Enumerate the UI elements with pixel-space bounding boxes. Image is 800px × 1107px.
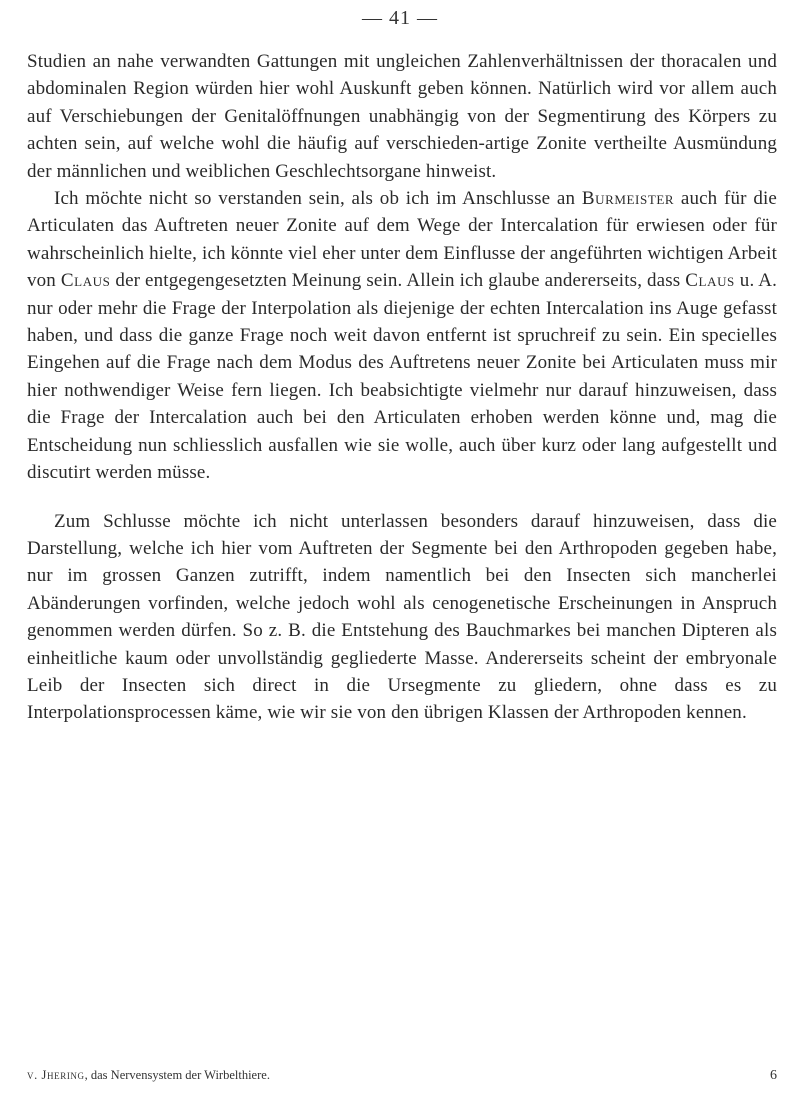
page-number-header: — 41 — xyxy=(362,7,438,29)
footer-author: v. Jhering xyxy=(27,1068,85,1082)
footer-title: , das Nervensystem der Wirbelthiere. xyxy=(84,1068,270,1082)
paragraph-text: Zum Schlusse möchte ich nicht unterlassen besonders darauf hinzuweisen, dass die Darstellung, welche ich hier vom Auftreten der Segmente bei den Arthropoden gegeben habe, nur im grossen Ganzen zutrifft, indem namentlich bei den Insecten sich mancherlei Abänderungen vorfinden, welche jedoch wohl als cenogenetische Erscheinungen in Anspruch genommen werden dürfen. So z. B. die Entstehung des Bauchmarkes bei manchen Dipteren als einheitliche kaum oder unvollständig gegliederte Masse. Andererseits scheint der embryonale Leib der Insecten sich direct in die Ursegmente zu gliedern, ohne dass es zu Interpolationsprocessen käme, wie wir sie von den übrigen Klassen der Arthropoden kennen. xyxy=(27,510,777,724)
footer-sheet-number: 6 xyxy=(770,1068,777,1083)
paragraph-text: der entgegengesetzten Meinung sein. Allein ich glaube andererseits, dass xyxy=(110,270,686,292)
paragraph-text: Ich möchte nicht so verstanden sein, als ob ich im Anschlusse an xyxy=(54,188,582,210)
paragraph-text: u. A. nur oder mehr die Frage der Interpolation als diejenige der echten Intercalation ins Auge gefasst haben, und dass die ganze Frage noch weit davon entfernt ist spruchreif zu sein. Ein specielles Eingehen auf die Frage nach dem Modus des Auftretens neuer Zonite bei Articulaten muss mir hier nothwendiger Weise fern liegen. Ich beabsichtigte vielmehr nur darauf hinzuweisen, dass die Frage der Intercalation auch bei den Articulaten erhoben werden könne und, mag die Entscheidung nun schliesslich ausfallen wie sie wolle, auch über kurz oder lang aufgestellt und discutirt werden müsse. xyxy=(27,270,777,484)
paragraph-2 xyxy=(27,185,777,486)
author-name-claus: Claus xyxy=(60,270,111,292)
page-footer xyxy=(27,1068,777,1083)
author-name-claus: Claus xyxy=(685,270,735,292)
paragraph-3 xyxy=(27,508,777,727)
paragraph-text: auch für die Articulaten das Auftreten neuer Zonite auf dem Wege der Intercalation für erwiesen oder für wahrscheinlich hielte, ich könnte viel eher unter dem Einflusse der angeführten wichtigen Arbeit von xyxy=(27,188,777,292)
author-name-burmeister: Burmeister xyxy=(581,188,675,210)
paragraph-1 xyxy=(27,48,777,185)
main-text xyxy=(27,48,777,727)
paragraph-text: Studien an nahe verwandten Gattungen mit ungleichen Zahlenverhältnissen der thoracalen und abdominalen Region würden hier wohl Auskunft geben können. Natürlich wird vor allem auch auf Verschiebungen der Genitalöffnungen unabhängig von der Segmentirung des Körpers zu achten sein, auf welche wohl die häufig auf verschieden-artige Zonite vertheilte Ausmündung der männlichen und weiblichen Geschlechtsorgane hinweist. xyxy=(27,51,777,182)
